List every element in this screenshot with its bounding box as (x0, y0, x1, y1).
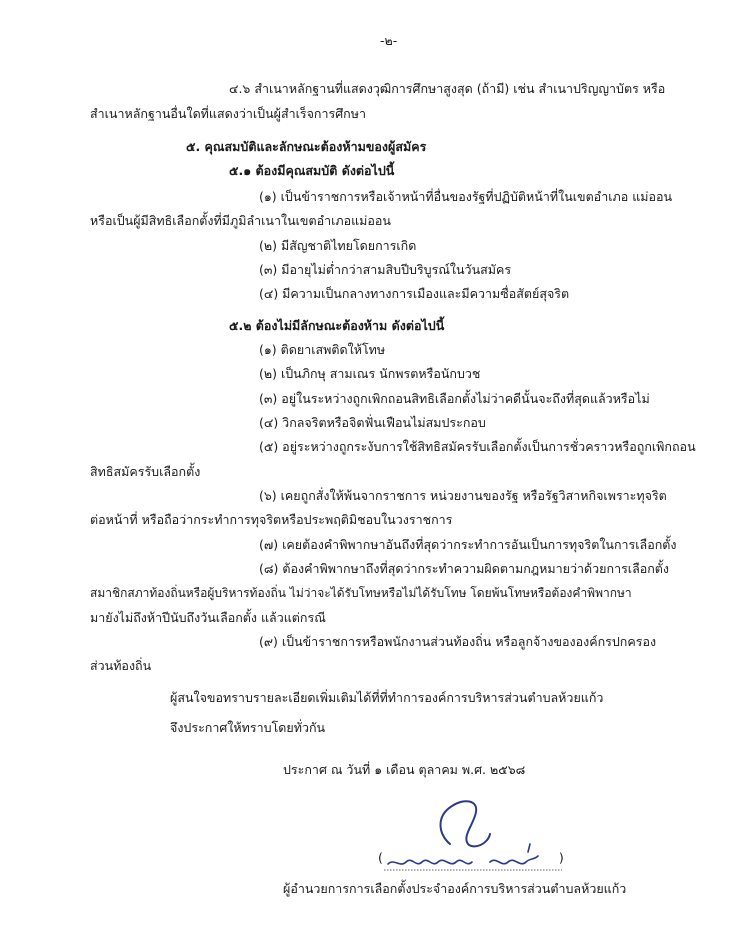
prohibition-5-line-2: สิทธิสมัครรับเลือกตั้ง (90, 464, 201, 479)
prohibition-6-line-2: ต่อหน้าที่ หรือถือว่ากระทำการทุจริตหรือประพฤติมิชอบในวงราชการ (90, 512, 453, 527)
item-4-6-line-2: สำเนาหลักฐานอื่นใดที่แสดงว่าเป็นผู้สำเร็จการศึกษา (90, 106, 366, 121)
prohibition-8-line-2: สมาชิกสภาท้องถิ่นหรือผู้บริหารท้องถิ่น ไม่ว่าจะได้รับโทษหรือไม่ได้รับโทษ โดยพ้นโทษหรือต้องคำพิพากษา (90, 586, 632, 600)
prohibition-4: (๔) วิกลจริตหรือจิตฟั่นเฟือนไม่สมประกอบ (259, 415, 486, 430)
close-paren: ) (558, 850, 564, 865)
prohibition-3: (๓) อยู่ในระหว่างถูกเพิกถอนสิทธิเลือกตั้งไม่ว่าคดีนั้นจะถึงที่สุดแล้วหรือไม่ (259, 391, 650, 406)
prohibition-9-line-1: (๙) เป็นข้าราชการหรือพนักงานส่วนท้องถิ่น หรือลูกจ้างขององค์กรปกครอง (259, 634, 657, 649)
section-5-2-heading: ๕.๒ ต้องไม่มีลักษณะต้องห้าม ดังต่อไปนี้ (229, 318, 445, 333)
prohibition-2: (๒) เป็นภิกษุ สามเณร นักพรตหรือนักบวช (259, 366, 481, 381)
prohibition-7: (๗) เคยต้องคำพิพากษาอันถึงที่สุดว่ากระทำการอันเป็นการทุจริตในการเลือกตั้ง (259, 537, 677, 552)
prohibition-1: (๑) ติดยาเสพติดให้โทษ (259, 342, 386, 357)
signatory-position: ผู้อำนวยการการเลือกตั้งประจำองค์การบริหารส่วนตำบลห้วยแก้ว (283, 881, 627, 896)
prohibition-9-line-2: ส่วนท้องถิ่น (90, 658, 152, 673)
contact-info: ผู้สนใจขอทราบรายละเอียดเพิ่มเติมได้ที่ที่ทำการองค์การบริหารส่วนตำบลห้วยแก้ว (170, 690, 604, 705)
section-5-heading: ๕. คุณสมบัติและลักษณะต้องห้ามของผู้สมัคร (186, 139, 427, 154)
handwritten-signature (378, 784, 578, 880)
item-4-6-line-1: ๔.๖ สำเนาหลักฐานที่แสดงวุฒิการศึกษาสูงสุด (ถ้ามี) เช่น สำเนาปริญญาบัตร หรือ (229, 81, 666, 96)
prohibition-8-line-1: (๘) ต้องคำพิพากษาถึงที่สุดว่ากระทำความผิดตามกฎหมายว่าด้วยการเลือกตั้ง (259, 561, 670, 576)
section-5-1-heading: ๕.๑ ต้องมีคุณสมบัติ ดังต่อไปนี้ (229, 163, 395, 178)
announcement: จึงประกาศให้ทราบโดยทั่วกัน (170, 720, 326, 735)
qualification-1-line-1: (๑) เป็นข้าราชการหรือเจ้าหน้าที่อื่นของรัฐที่ปฏิบัติหน้าที่ในเขตอำเภอ แม่ออน (259, 189, 673, 204)
qualification-3: (๓) มีอายุไม่ต่ำกว่าสามสิบปีบริบูรณ์ในวันสมัคร (259, 262, 512, 277)
announcement-date: ประกาศ ณ วันที่ ๑ เดือน ตุลาคม พ.ศ. ๒๕๖๘ (283, 762, 526, 777)
prohibition-5-line-1: (๕) อยู่ระหว่างถูกระงับการใช้สิทธิสมัครรับเลือกตั้งเป็นการชั่วคราวหรือถูกเพิกถอน (259, 439, 696, 454)
qualification-2: (๒) มีสัญชาติไทยโดยการเกิด (259, 238, 417, 253)
prohibition-8-line-3: มายังไม่ถึงห้าปีนับถึงวันเลือกตั้ง แล้วแต่กรณี (90, 610, 326, 625)
open-paren: ( (378, 850, 383, 865)
qualification-4: (๔) มีความเป็นกลางทางการเมืองและมีความซื่อสัตย์สุจริต (259, 286, 570, 301)
qualification-1-line-2: หรือเป็นผู้มีสิทธิเลือกตั้งที่มีภูมิลำเนาในเขตอำเภอแม่ออน (90, 213, 391, 228)
signature-block (378, 784, 578, 880)
page-number: -๒- (380, 33, 398, 48)
prohibition-6-line-1: (๖) เคยถูกสั่งให้พ้นจากราชการ หน่วยงานของรัฐ หรือรัฐวิสาหกิจเพราะทุจริต (259, 488, 667, 503)
signature-parentheses (378, 850, 564, 865)
